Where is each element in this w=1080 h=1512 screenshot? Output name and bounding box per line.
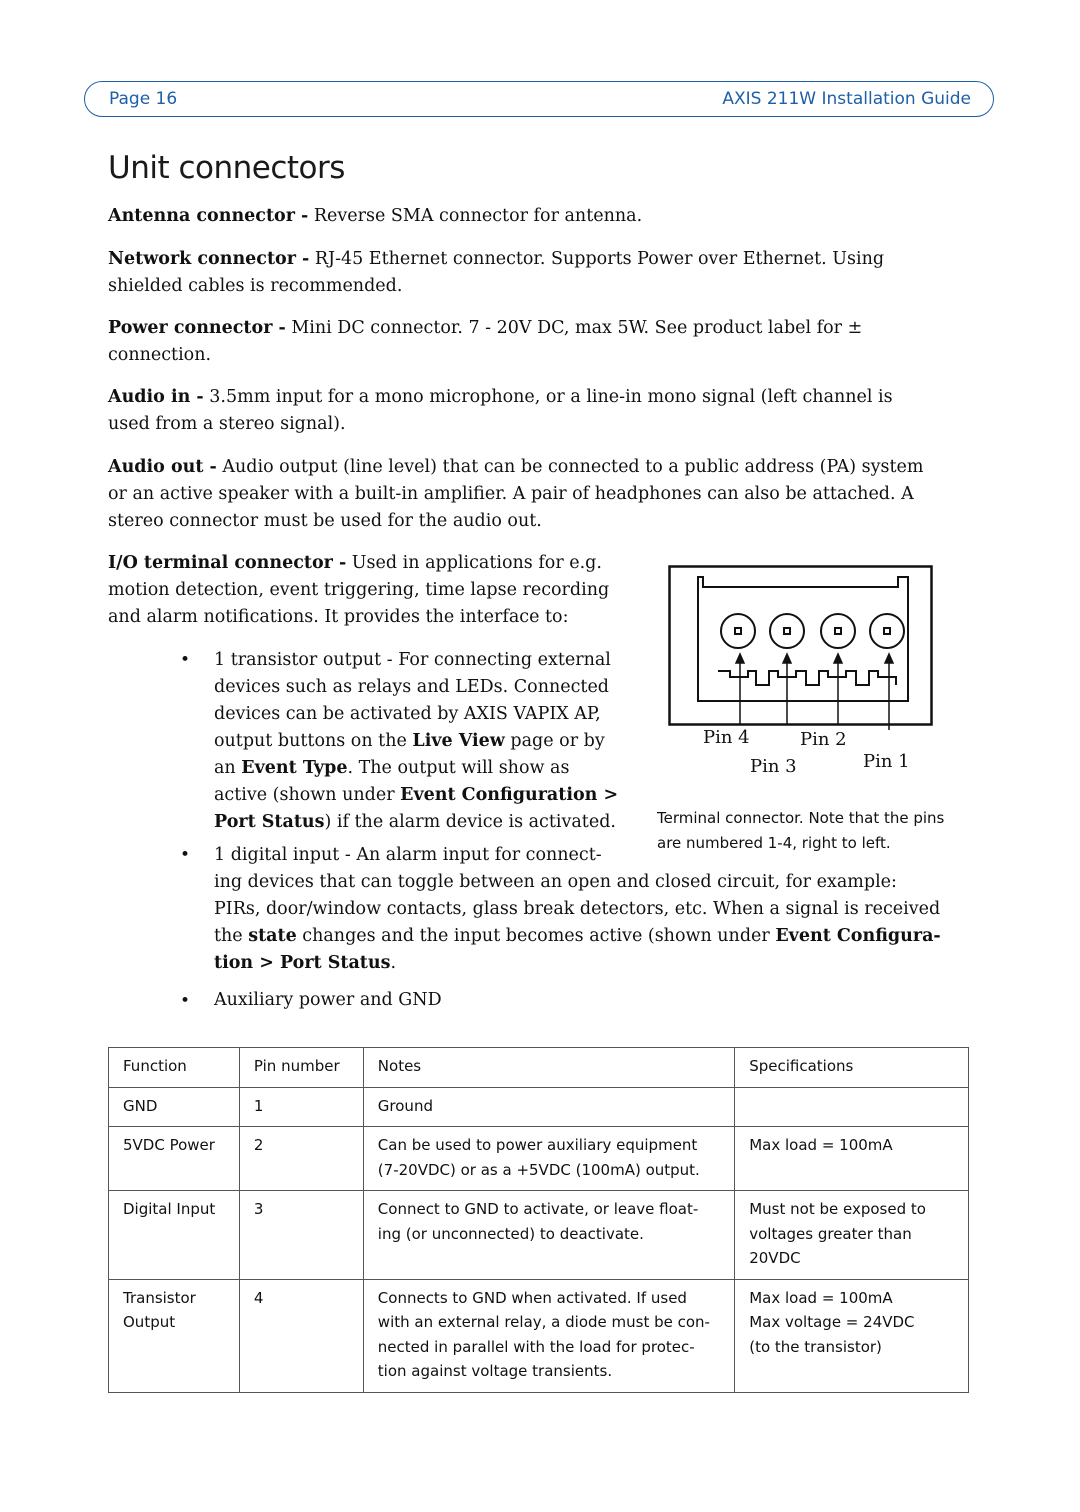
figure-caption — [657, 806, 977, 856]
network-paragraph — [108, 246, 884, 300]
antenna-text: Reverse SMA connector for antenna. — [313, 206, 643, 226]
network-label: Network connector - — [108, 249, 310, 269]
bullet1-line3: devices can be activated by AXIS VAPIX AP, — [214, 704, 601, 724]
header-pin-number: Pin number — [239, 1048, 363, 1088]
bullet1-line5a: an — [214, 758, 242, 778]
network-text-2: shielded cables is recommended. — [108, 276, 403, 296]
audio-out-text-1: Audio output (line level) that can be connected to a public address (PA) system — [222, 457, 924, 477]
bullet1-line7b: ) if the alarm device is activated. — [324, 812, 616, 832]
table-row — [109, 1279, 969, 1392]
cell-pin-number: 4 — [239, 1279, 363, 1392]
bullet2-line4a: the — [214, 926, 249, 946]
table-row — [109, 1127, 969, 1191]
cell-function: Digital Input — [109, 1191, 240, 1280]
live-view-term: Live View — [412, 731, 505, 751]
cell-specifications: Max load = 100mA Max voltage = 24VDC (to the transistor) — [735, 1279, 969, 1392]
caption-line1: Terminal connector. Note that the pins — [657, 809, 945, 827]
pin-specification-table — [108, 1047, 969, 1393]
bullet-glyph: • — [180, 650, 191, 670]
audio-in-paragraph — [108, 384, 893, 438]
terminal-connector-diagram — [668, 565, 933, 730]
power-text-1: Mini DC connector. 7 - 20V DC, max 5W. See product label for ± — [291, 318, 863, 338]
section-title: Unit connectors — [108, 150, 345, 186]
event-configuration-term: Event Configura- — [775, 926, 941, 946]
cell-specifications — [735, 1087, 969, 1127]
state-term: state — [248, 926, 297, 946]
network-text-1: RJ-45 Ethernet connector. Supports Power over Ethernet. Using — [314, 249, 885, 269]
bullet1-line4a: output buttons on the — [214, 731, 413, 751]
header-function: Function — [109, 1048, 240, 1088]
audio-in-text-2: used from a stereo signal). — [108, 414, 346, 434]
bullet1-line2: devices such as relays and LEDs. Connected — [214, 677, 610, 697]
guide-title: AXIS 211W Installation Guide — [722, 89, 971, 109]
pin-terminals — [721, 614, 904, 648]
table-row — [109, 1087, 969, 1127]
bullet-auxiliary-power: Auxiliary power and GND — [214, 990, 442, 1010]
audio-out-text-2: or an active speaker with a built-in amplifier. A pair of headphones can also be attached. A — [108, 484, 914, 504]
pin-2-label: Pin 2 — [800, 729, 847, 750]
bullet-glyph: • — [180, 991, 191, 1011]
cell-pin-number: 3 — [239, 1191, 363, 1280]
antenna-paragraph — [108, 203, 642, 230]
bullet1-line5c: . The output will show as — [347, 758, 570, 778]
bullet-transistor-output — [214, 647, 618, 836]
bullet-digital-input — [214, 842, 974, 977]
io-text-1: Used in applications for e.g. — [351, 553, 602, 573]
header-specifications: Specifications — [735, 1048, 969, 1088]
bullet2-line2: ing devices that can toggle between an open and closed circuit, for example: — [214, 872, 897, 892]
port-status-term: Port Status — [214, 812, 325, 832]
bullet-glyph: • — [180, 845, 191, 865]
io-text-3: and alarm notifications. It provides the interface to: — [108, 607, 569, 627]
pin-pointer-arrows — [736, 654, 893, 730]
caption-line2: are numbered 1-4, right to left. — [657, 834, 891, 852]
cell-notes: Connect to GND to activate, or leave float- ing (or unconnected) to deactivate. — [363, 1191, 734, 1280]
page-header — [84, 81, 994, 117]
bullet1-line6a: active (shown under — [214, 785, 401, 805]
cell-pin-number: 1 — [239, 1087, 363, 1127]
table-row — [109, 1191, 969, 1280]
pin-3-label: Pin 3 — [750, 756, 797, 777]
bullet2-line3: PIRs, door/window contacts, glass break detectors, etc. When a signal is received — [214, 899, 941, 919]
table-header-row — [109, 1048, 969, 1088]
pin-1-label: Pin 1 — [863, 751, 910, 772]
io-label: I/O terminal connector - — [108, 553, 347, 573]
audio-out-label: Audio out - — [108, 457, 217, 477]
cell-specifications: Must not be exposed to voltages greater than 20VDC — [735, 1191, 969, 1280]
header-notes: Notes — [363, 1048, 734, 1088]
audio-in-text-1: 3.5mm input for a mono microphone, or a line-in mono signal (left channel is — [209, 387, 893, 407]
cell-function: GND — [109, 1087, 240, 1127]
cell-function: Transistor Output — [109, 1279, 240, 1392]
bullet2-line1: 1 digital input - An alarm input for connect- — [214, 845, 602, 865]
event-configuration-term: Event Configuration > — [400, 785, 619, 805]
power-paragraph — [108, 315, 862, 369]
bullet1-line4c: page or by — [504, 731, 605, 751]
io-text-2: motion detection, event triggering, time lapse recording — [108, 580, 610, 600]
port-status-term: tion > Port Status — [214, 953, 391, 973]
cell-pin-number: 2 — [239, 1127, 363, 1191]
io-paragraph — [108, 550, 609, 631]
page-number: Page 16 — [109, 89, 178, 109]
bullet2-line4c: changes and the input becomes active (shown under — [296, 926, 776, 946]
pin-4-label: Pin 4 — [703, 727, 750, 748]
audio-out-paragraph — [108, 454, 980, 535]
cell-notes: Can be used to power auxiliary equipment (7-20VDC) or as a +5VDC (100mA) output. — [363, 1127, 734, 1191]
cell-notes: Connects to GND when activated. If used with an external relay, a diode must be con- nected in parallel with the load for protec- tion against voltage transients. — [363, 1279, 734, 1392]
cell-notes: Ground — [363, 1087, 734, 1127]
power-label: Power connector - — [108, 318, 286, 338]
audio-out-text-3: stereo connector must be used for the audio out. — [108, 511, 542, 531]
bullet2-line5b: . — [390, 953, 397, 973]
antenna-label: Antenna connector - — [108, 206, 309, 226]
bullet1-line1: 1 transistor output - For connecting external — [214, 650, 611, 670]
cell-specifications: Max load = 100mA — [735, 1127, 969, 1191]
audio-in-label: Audio in - — [108, 387, 204, 407]
cell-function: 5VDC Power — [109, 1127, 240, 1191]
event-type-term: Event Type — [241, 758, 348, 778]
power-text-2: connection. — [108, 345, 212, 365]
